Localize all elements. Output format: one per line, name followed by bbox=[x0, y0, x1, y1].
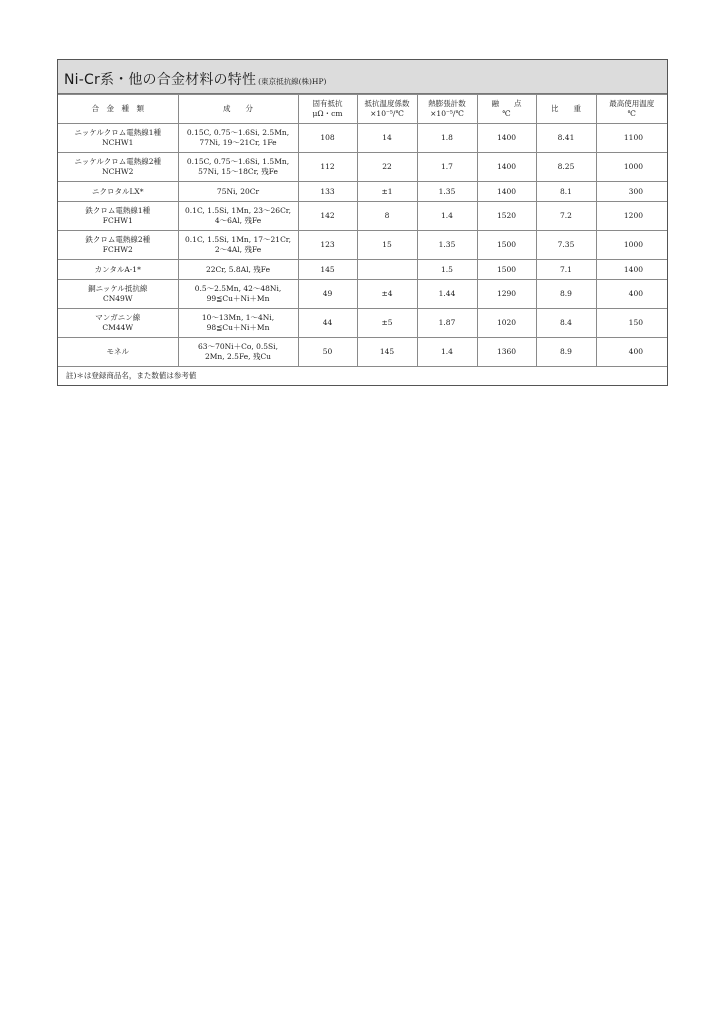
table-row bbox=[58, 260, 667, 280]
resistivity-cell: 44 bbox=[298, 309, 357, 338]
temp-coefficient-cell: ±5 bbox=[357, 309, 417, 338]
table-row bbox=[58, 231, 667, 260]
header-thermal-expansion: 熱膨張計数 ×10⁻⁵/℃ bbox=[417, 95, 477, 124]
alloy-name-cell: 鉄クロム電熱線2種 FCHW2 bbox=[58, 231, 178, 260]
title-bar bbox=[58, 60, 667, 94]
max-temperature-cell: 1400 bbox=[596, 260, 667, 280]
alloy-name-cell: マンガニン線 CM44W bbox=[58, 309, 178, 338]
specific-gravity-cell: 7.35 bbox=[536, 231, 596, 260]
melting-point-cell: 1500 bbox=[477, 260, 536, 280]
composition-cell: 75Ni, 20Cr bbox=[178, 182, 298, 202]
resistivity-cell: 142 bbox=[298, 202, 357, 231]
melting-point-cell: 1400 bbox=[477, 124, 536, 153]
temp-coefficient-cell: 14 bbox=[357, 124, 417, 153]
header-specific-gravity: 比 重 bbox=[536, 95, 596, 124]
specific-gravity-cell: 8.9 bbox=[536, 338, 596, 367]
temp-coefficient-cell: ±1 bbox=[357, 182, 417, 202]
temp-coefficient-cell: 15 bbox=[357, 231, 417, 260]
max-temperature-cell: 300 bbox=[596, 182, 667, 202]
resistivity-cell: 145 bbox=[298, 260, 357, 280]
alloy-name-cell: ニクロタルLX* bbox=[58, 182, 178, 202]
specific-gravity-cell: 7.2 bbox=[536, 202, 596, 231]
composition-cell: 0.1C, 1.5Si, 1Mn, 23～26Cr, 4～6Al, 残Fe bbox=[178, 202, 298, 231]
thermal-expansion-cell: 1.4 bbox=[417, 338, 477, 367]
alloy-name-cell: モネル bbox=[58, 338, 178, 367]
max-temperature-cell: 1200 bbox=[596, 202, 667, 231]
temp-coefficient-cell: ±4 bbox=[357, 280, 417, 309]
thermal-expansion-cell: 1.4 bbox=[417, 202, 477, 231]
melting-point-cell: 1020 bbox=[477, 309, 536, 338]
alloy-properties-table bbox=[58, 94, 667, 367]
thermal-expansion-cell: 1.35 bbox=[417, 182, 477, 202]
table-row bbox=[58, 182, 667, 202]
thermal-expansion-cell: 1.87 bbox=[417, 309, 477, 338]
resistivity-cell: 123 bbox=[298, 231, 357, 260]
temp-coefficient-cell: 8 bbox=[357, 202, 417, 231]
temp-coefficient-cell bbox=[357, 260, 417, 280]
melting-point-cell: 1520 bbox=[477, 202, 536, 231]
resistivity-cell: 112 bbox=[298, 153, 357, 182]
table-row bbox=[58, 124, 667, 153]
temp-coefficient-cell: 22 bbox=[357, 153, 417, 182]
melting-point-cell: 1400 bbox=[477, 153, 536, 182]
composition-cell: 10～13Mn, 1～4Ni, 98≦Cu＋Ni＋Mn bbox=[178, 309, 298, 338]
specific-gravity-cell: 8.25 bbox=[536, 153, 596, 182]
composition-cell: 0.5～2.5Mn, 42～48Ni, 99≦Cu＋Ni＋Mn bbox=[178, 280, 298, 309]
thermal-expansion-cell: 1.7 bbox=[417, 153, 477, 182]
alloy-name-cell: 銅ニッケル抵抗線 CN49W bbox=[58, 280, 178, 309]
header-melting-point: 融 点 ℃ bbox=[477, 95, 536, 124]
max-temperature-cell: 400 bbox=[596, 280, 667, 309]
max-temperature-cell: 1000 bbox=[596, 231, 667, 260]
resistivity-cell: 108 bbox=[298, 124, 357, 153]
melting-point-cell: 1500 bbox=[477, 231, 536, 260]
melting-point-cell: 1290 bbox=[477, 280, 536, 309]
table-row bbox=[58, 202, 667, 231]
table-row bbox=[58, 309, 667, 338]
alloy-properties-document bbox=[57, 59, 668, 386]
thermal-expansion-cell: 1.44 bbox=[417, 280, 477, 309]
footnote: 註)＊は登録商品名，また数値は参考値 bbox=[66, 371, 197, 380]
resistivity-cell: 133 bbox=[298, 182, 357, 202]
table-row bbox=[58, 153, 667, 182]
document-source: (東京抵抗線(株)HP) bbox=[258, 77, 327, 86]
specific-gravity-cell: 7.1 bbox=[536, 260, 596, 280]
specific-gravity-cell: 8.41 bbox=[536, 124, 596, 153]
composition-cell: 63～70Ni＋Co, 0.5Si, 2Mn, 2.5Fe, 残Cu bbox=[178, 338, 298, 367]
thermal-expansion-cell: 1.5 bbox=[417, 260, 477, 280]
temp-coefficient-cell: 145 bbox=[357, 338, 417, 367]
alloy-name-cell: ニッケルクロム電熱線1種 NCHW1 bbox=[58, 124, 178, 153]
table-row bbox=[58, 280, 667, 309]
specific-gravity-cell: 8.9 bbox=[536, 280, 596, 309]
header-composition: 成 分 bbox=[178, 95, 298, 124]
specific-gravity-cell: 8.1 bbox=[536, 182, 596, 202]
max-temperature-cell: 1100 bbox=[596, 124, 667, 153]
max-temperature-cell: 1000 bbox=[596, 153, 667, 182]
alloy-name-cell: 鉄クロム電熱線1種 FCHW1 bbox=[58, 202, 178, 231]
max-temperature-cell: 400 bbox=[596, 338, 667, 367]
header-resistivity: 固有抵抗 μΩ・cm bbox=[298, 95, 357, 124]
composition-cell: 0.1C, 1.5Si, 1Mn, 17～21Cr, 2～4Al, 残Fe bbox=[178, 231, 298, 260]
resistivity-cell: 50 bbox=[298, 338, 357, 367]
header-max-temperature: 最高使用温度 ℃ bbox=[596, 95, 667, 124]
alloy-name-cell: カンタルA-1* bbox=[58, 260, 178, 280]
max-temperature-cell: 150 bbox=[596, 309, 667, 338]
melting-point-cell: 1400 bbox=[477, 182, 536, 202]
header-alloy-type: 合 金 種 類 bbox=[58, 95, 178, 124]
specific-gravity-cell: 8.4 bbox=[536, 309, 596, 338]
composition-cell: 0.15C, 0.75～1.6Si, 1.5Mn, 57Ni, 15～18Cr, 残Fe bbox=[178, 153, 298, 182]
thermal-expansion-cell: 1.35 bbox=[417, 231, 477, 260]
thermal-expansion-cell: 1.8 bbox=[417, 124, 477, 153]
composition-cell: 22Cr, 5.8Al, 残Fe bbox=[178, 260, 298, 280]
composition-cell: 0.15C, 0.75～1.6Si, 2.5Mn, 77Ni, 19～21Cr, 1Fe bbox=[178, 124, 298, 153]
table-header-row bbox=[58, 95, 667, 124]
melting-point-cell: 1360 bbox=[477, 338, 536, 367]
document-title: Ni-Cr系・他の合金材料の特性 bbox=[64, 72, 257, 88]
alloy-name-cell: ニッケルクロム電熱線2種 NCHW2 bbox=[58, 153, 178, 182]
header-temp-coefficient: 抵抗温度係数 ×10⁻⁵/℃ bbox=[357, 95, 417, 124]
table-row bbox=[58, 338, 667, 367]
resistivity-cell: 49 bbox=[298, 280, 357, 309]
